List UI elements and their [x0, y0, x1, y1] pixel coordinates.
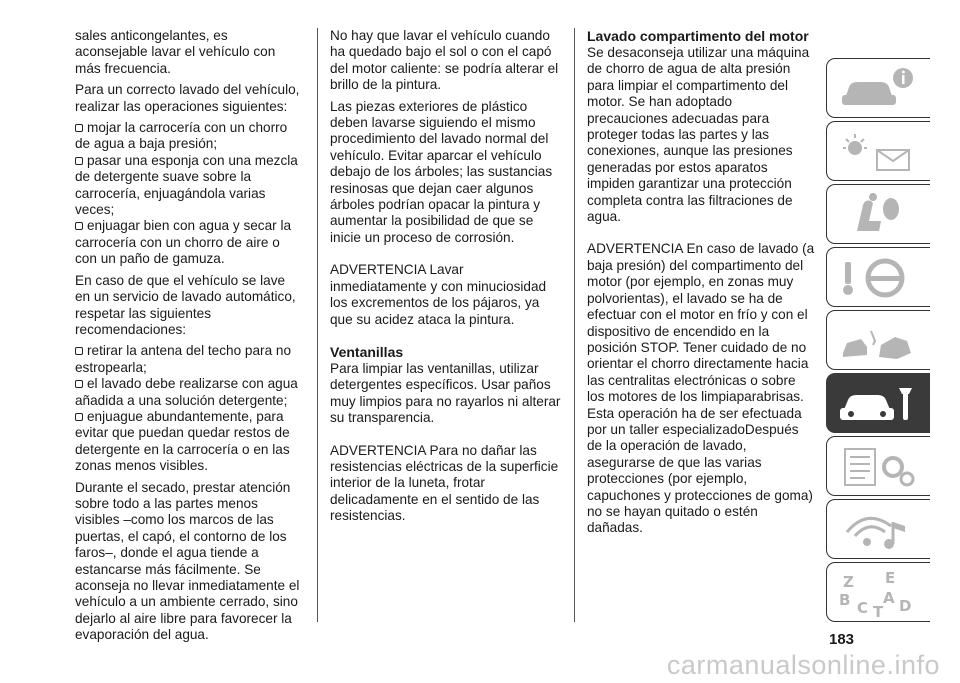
paragraph: sales anticongelantes, es aconsejable lavar el vehículo con más frecuencia. — [75, 28, 276, 76]
bullet-list — [75, 120, 301, 268]
text-column-2 — [330, 28, 562, 530]
list-item: el lavado debe realizarse con agua añadida a una solución detergente; — [75, 376, 298, 408]
section-heading: Ventanillas — [330, 343, 404, 360]
paragraph: No hay que lavar el vehículo cuando ha quedado bajo el sol o con el capó del motor caliente: se podría alterar el brillo de la pintura. — [330, 28, 559, 93]
svg-text:B: B — [839, 591, 851, 609]
svg-text:A: A — [883, 589, 895, 607]
bullet-list — [75, 343, 301, 474]
car-maintenance-icon — [837, 380, 921, 428]
text-column-3 — [587, 28, 815, 542]
airbag-seat-icon — [837, 191, 921, 239]
column-divider — [574, 28, 575, 622]
tab-car-info[interactable] — [826, 58, 930, 118]
bullet-square-icon — [75, 413, 83, 421]
multimedia-icon — [837, 506, 921, 554]
warning-paragraph: ADVERTENCIA Para no dañar las resistencias eléctricas de la superficie interior de la luneta, frotar delicadamente en el sentido de las resistencias. — [330, 442, 559, 524]
bullet-square-icon — [75, 347, 83, 355]
tab-index[interactable] — [826, 562, 930, 622]
bullet-square-icon — [75, 124, 83, 132]
list-item: pasar una esponja con una mezcla de detergente suave sobre la carrocería, enjuagándola varias veces; — [75, 152, 298, 218]
specifications-icon — [837, 443, 921, 491]
tab-specifications[interactable] — [826, 436, 930, 496]
paragraph: Para limpiar las ventanillas, utilizar detergentes específicos. Usar paños muy limpios para no rayarlos ni alterar su transparencia. — [330, 360, 561, 426]
bullet-square-icon — [75, 222, 83, 230]
section-heading: Lavado compartimento del motor — [587, 28, 809, 44]
tab-warning-lights[interactable] — [826, 121, 930, 181]
paragraph: Se desaconseja utilizar una máquina de chorro de agua de alta presión para limpiar el compartimento del motor. Se han adoptado precauciones adecuadas para proteger todas las partes y las conexiones, aunque las presiones generadas por estos aparatos impiden garantizar una protección completa contra las filtraciones de agua. — [587, 45, 810, 225]
list-item: retirar la antena del techo para no estropearla; — [75, 343, 292, 375]
paragraph: Durante el secado, prestar atención sobre todo a las partes menos visibles –como los marcos de las puertas, el capó, el contorno de los faros–, donde el agua tiende a estancarse más fácilmente. Se aconseja no llevar inmediatamente el vehículo a un ambiente cerrado, sino dejarlo al aire libre para favorecer la evaporación del agua. — [75, 479, 300, 643]
chapter-tabs — [826, 58, 930, 625]
warning-lights-icon — [837, 128, 921, 176]
svg-text:T: T — [873, 603, 884, 617]
tab-emergency[interactable] — [826, 310, 930, 370]
list-item: enjuague abundantemente, para evitar que puedan quedar restos de detergente en la carrocería o en las zonas menos visibles. — [75, 408, 290, 474]
svg-text:D: D — [899, 597, 912, 615]
tab-multimedia[interactable] — [826, 499, 930, 559]
warning-paragraph: ADVERTENCIA En caso de lavado (a baja presión) del compartimento del motor (por ejemplo, en zonas muy polvorientas), el lavado se ha de efectuar con el motor en frío y con el dispositivo de encendido en la posición STOP. Tener cuidado de no orientar el chorro directamente hacia las centralitas electrónicas o sobre los motores de los limpiaparabrisas. Esta operación ha de ser efectuada por un taller especializadoDespués de la operación de lavado, asegurarse de que las varias protecciones (por ejemplo, capuchones y protecciones de goma) no se hayan quitado o estén dañadas. — [587, 241, 815, 536]
accident-icon — [837, 317, 921, 365]
paragraph: En caso de que el vehículo se lave en un servicio de lavado automático, respetar las siguientes recomendaciones: — [75, 272, 296, 337]
column-divider — [317, 28, 318, 622]
list-item: enjuagar bien con agua y secar la carrocería con un chorro de aire o con un paño de gamuza. — [75, 218, 292, 267]
tab-maintenance-active[interactable] — [826, 373, 930, 433]
text-column-1 — [75, 28, 301, 649]
svg-text:Z: Z — [843, 573, 854, 591]
steering-key-icon — [837, 254, 921, 302]
list-item: mojar la carrocería con un chorro de agua a baja presión; — [75, 120, 288, 152]
tab-safety[interactable] — [826, 184, 930, 244]
page-number: 183 — [829, 631, 855, 648]
bullet-square-icon — [75, 157, 83, 165]
index-icon — [837, 569, 921, 617]
warning-paragraph: ADVERTENCIA Lavar inmediatamente y con minuciosidad los excrementos de los pájaros, ya que su acidez ataca la pintura. — [330, 262, 547, 327]
paragraph: Las piezas exteriores de plástico deben lavarse siguiendo el mismo procedimiento del lavado normal del vehículo. Evitar aparcar el vehículo debajo de los árboles; las sustancias resinosas que dejan caer algunos árboles podrían opacar la pintura y aumentar la posibilidad de que se inicie un proceso de corrosión. — [330, 98, 553, 245]
car-info-icon — [837, 65, 921, 113]
svg-text:E: E — [885, 569, 896, 587]
tab-driving[interactable] — [826, 247, 930, 307]
paragraph: Para un correcto lavado del vehículo, realizar las operaciones siguientes: — [75, 82, 300, 114]
svg-text:C: C — [857, 599, 869, 617]
watermark-text: carmanualsonline.info — [666, 650, 940, 680]
bullet-square-icon — [75, 380, 83, 388]
